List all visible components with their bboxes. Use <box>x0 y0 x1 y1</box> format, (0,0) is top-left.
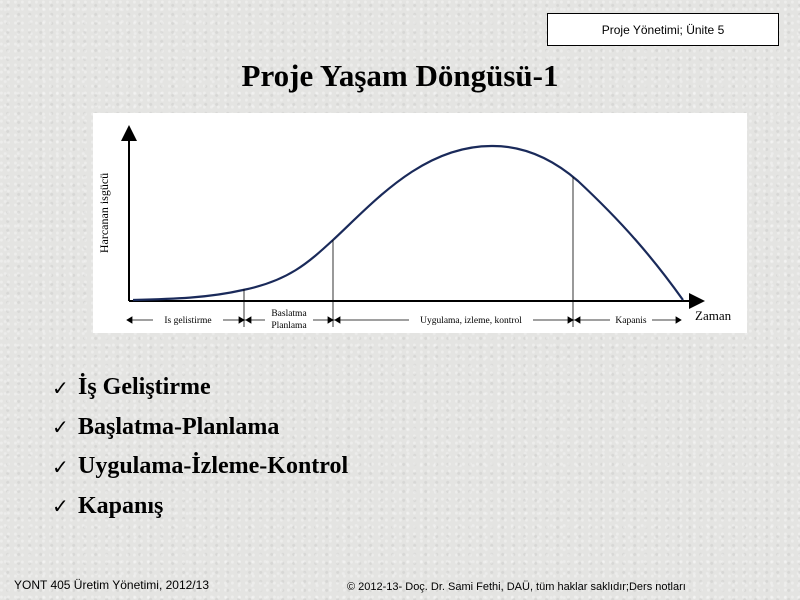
lifecycle-svg <box>93 113 747 333</box>
bullet-text: Kapanış <box>78 492 164 519</box>
bullet-item <box>52 447 348 487</box>
phase-label-kapanis: Kapanis <box>615 316 647 326</box>
bullet-item <box>52 368 348 408</box>
bullet-text: Uygulama-İzleme-Kontrol <box>78 453 349 480</box>
phase-label-uygulama: Uygulama, izleme, kontrol <box>420 316 522 326</box>
checkmark-icon: ✓ <box>52 494 69 519</box>
checkmark-icon: ✓ <box>52 415 69 440</box>
unit-label: Proje Yönetimi; Ünite 5 <box>601 22 725 37</box>
checkmark-icon: ✓ <box>52 454 69 479</box>
bullet-list <box>52 368 348 526</box>
footer-course: YONT 405 Üretim Yönetimi, 2012/13 <box>14 578 209 592</box>
unit-label-box <box>547 13 779 46</box>
effort-curve <box>133 146 683 300</box>
bullet-text: İş Geliştirme <box>78 374 211 401</box>
lifecycle-diagram <box>93 113 747 333</box>
y-axis-label: Harcanan isgücü <box>97 172 111 254</box>
bullet-item <box>52 487 348 527</box>
checkmark-icon: ✓ <box>52 375 69 400</box>
phase-label-planlama: Planlama <box>271 321 307 331</box>
x-axis-label: Zaman <box>695 308 732 323</box>
footer-copyright: © 2012-13- Doç. Dr. Sami Fethi, DAÜ, tüm haklar saklıdır;Ders notları <box>347 581 686 593</box>
bullet-text: Başlatma-Planlama <box>78 413 280 440</box>
slide-title: Proje Yaşam Döngüsü-1 <box>241 58 559 93</box>
phase-label-baslatma: Baslatma <box>271 309 307 319</box>
bullet-item <box>52 408 348 448</box>
phase-label-is-gelistirme: Is gelistirme <box>164 316 212 326</box>
